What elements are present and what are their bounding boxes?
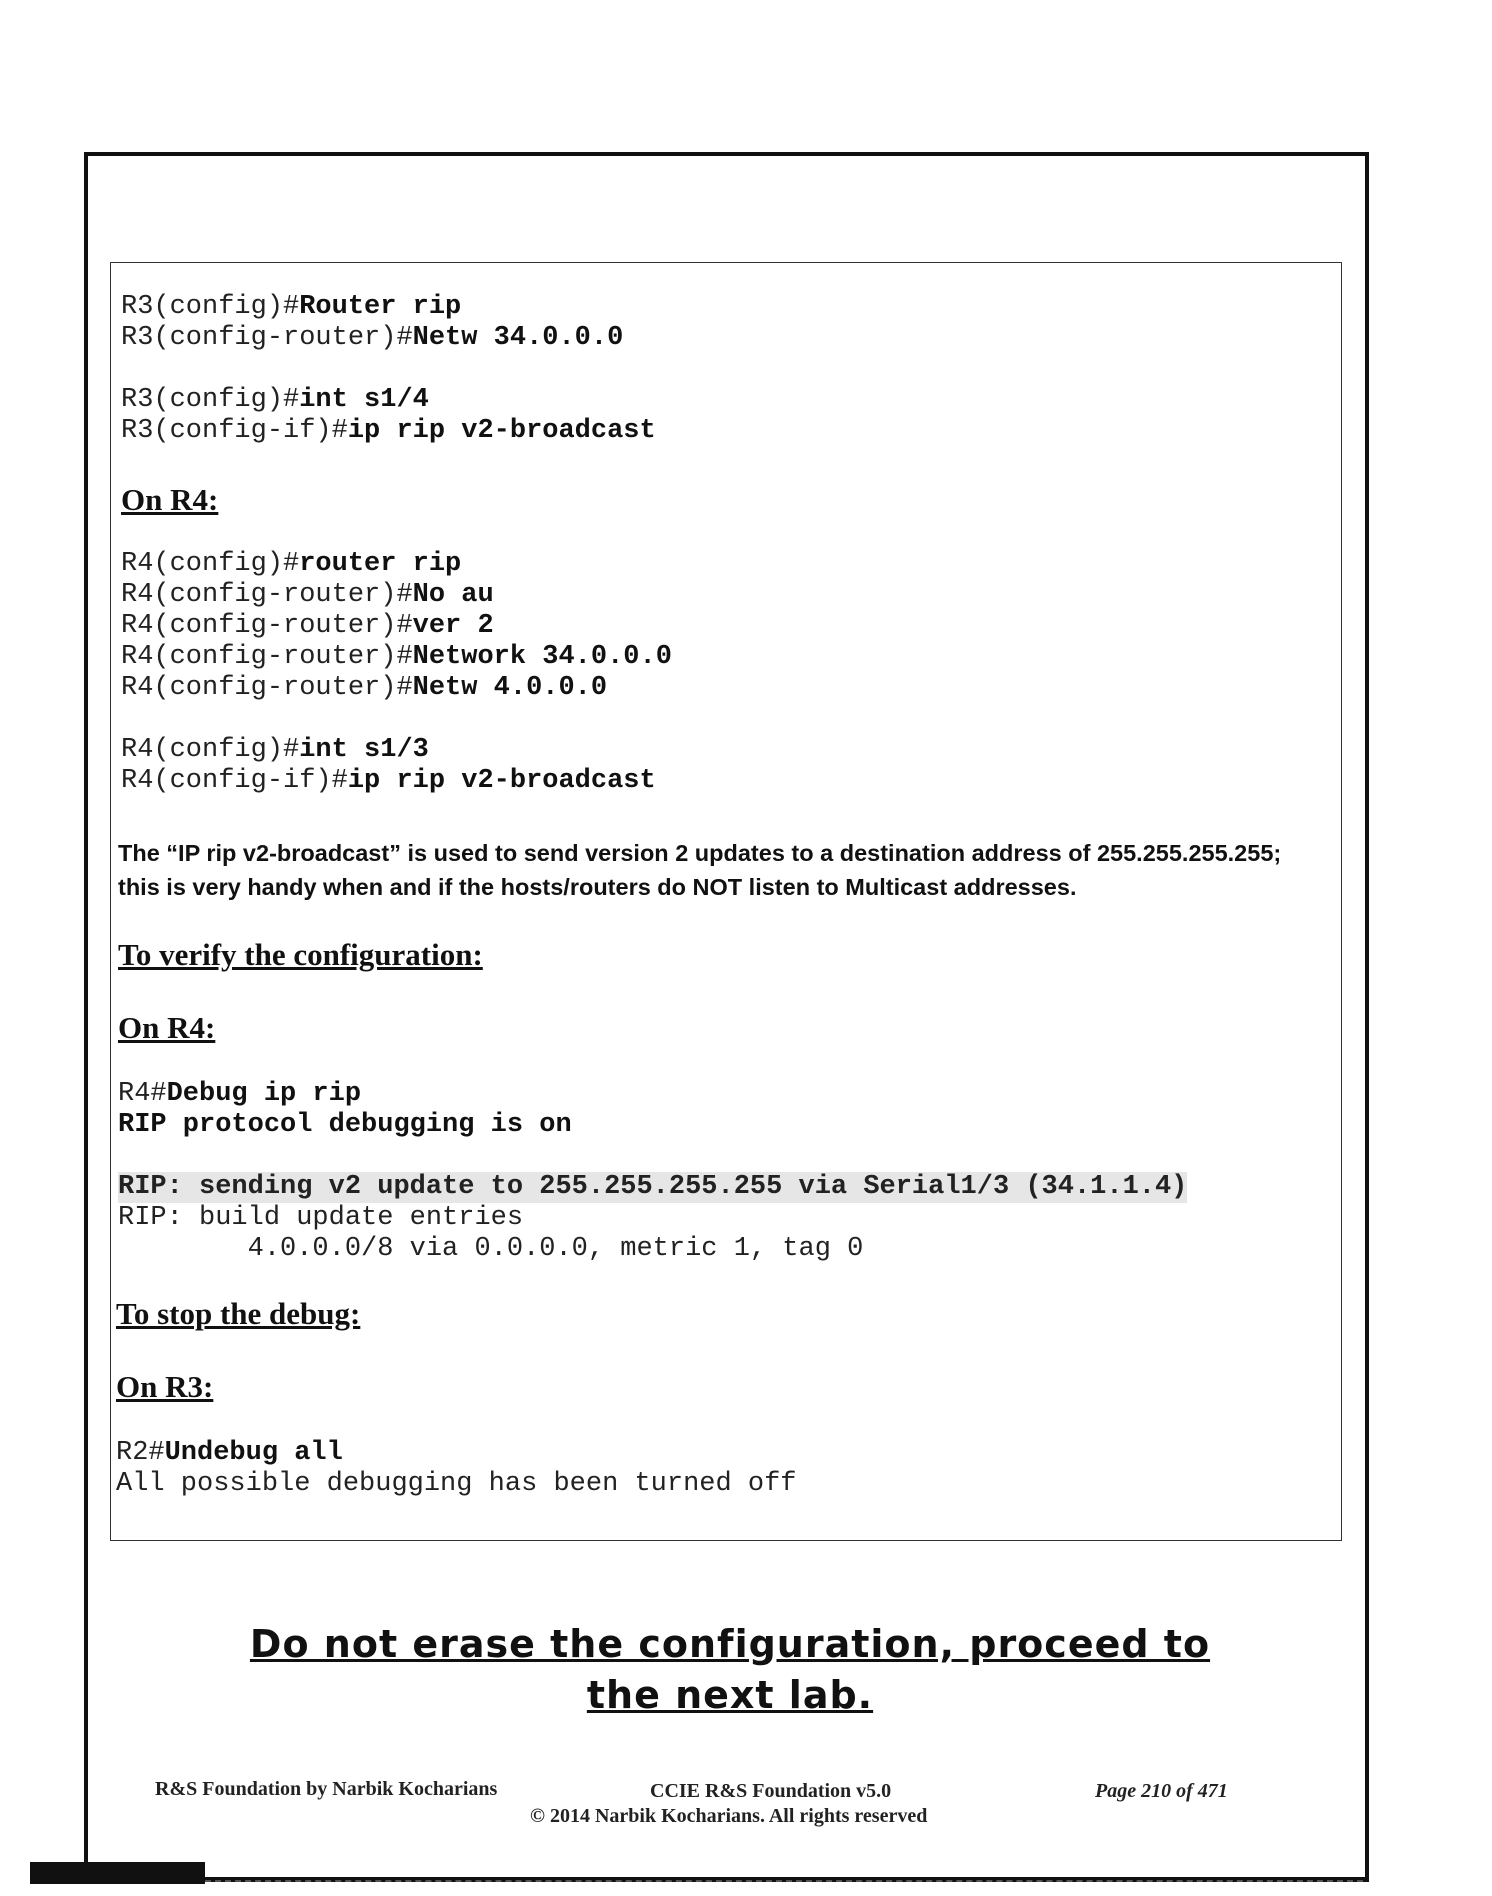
footer-page-number: Page 210 of 471 (1095, 1780, 1228, 1802)
scan-edge-bar (30, 1862, 205, 1884)
r4-line-4: R4(config-router)#Network 34.0.0.0 (121, 642, 672, 672)
r4-line-1: R4(config)#router rip (121, 549, 462, 579)
footer-center: CCIE R&S Foundation v5.0 (650, 1780, 892, 1802)
r4-line-6: R4(config)#int s1/3 (121, 735, 429, 765)
debug-output-line-1: RIP: sending v2 update to 255.255.255.255 via Serial1/3 (34.1.1.4) (118, 1172, 1188, 1202)
undebug-result-line: All possible debugging has been turned off (116, 1469, 797, 1499)
r3-line-4: R3(config-if)#ip rip v2-broadcast (121, 416, 656, 446)
note-paragraph (118, 836, 1333, 904)
heading-on-r4-verify: On R4: (118, 1010, 216, 1045)
note-line-1: The “IP rip v2-broadcast” is used to send version 2 updates to a destination address of 255.255.255.255; (118, 840, 1282, 866)
r4-line-7: R4(config-if)#ip rip v2-broadcast (121, 766, 656, 796)
undebug-cmd-line: R2#Undebug all (116, 1438, 343, 1468)
debug-cmd-line: R4#Debug ip rip (118, 1079, 362, 1109)
heading-on-r3: On R3: (116, 1369, 214, 1404)
r4-line-3: R4(config-router)#ver 2 (121, 611, 494, 641)
footer-left: R&S Foundation by Narbik Kocharians (155, 1778, 498, 1800)
banner-line-1: Do not erase the configuration, proceed to (249, 1622, 1211, 1666)
heading-stop-debug: To stop the debug: (116, 1296, 361, 1331)
r4-line-2: R4(config-router)#No au (121, 580, 494, 610)
debug-status-line: RIP protocol debugging is on (118, 1110, 572, 1140)
r4-line-5: R4(config-router)#Netw 4.0.0.0 (121, 673, 608, 703)
banner-line-2: the next lab. (586, 1673, 874, 1717)
debug-output-line-2: RIP: build update entries (118, 1203, 524, 1233)
note-line-2: this is very handy when and if the hosts/routers do NOT listen to Multicast addresses. (118, 874, 1077, 900)
debug-output-line-3: 4.0.0.0/8 via 0.0.0.0, metric 1, tag 0 (118, 1234, 864, 1264)
scan-dash-line (205, 1880, 1363, 1882)
heading-on-r4: On R4: (121, 482, 219, 517)
r3-line-2: R3(config-router)#Netw 34.0.0.0 (121, 323, 624, 353)
heading-verify: To verify the configuration: (118, 937, 483, 972)
r3-line-3: R3(config)#int s1/4 (121, 385, 429, 415)
r3-line-1: R3(config)#Router rip (121, 292, 462, 322)
footer-copyright: © 2014 Narbik Kocharians. All rights reserved (530, 1805, 928, 1827)
